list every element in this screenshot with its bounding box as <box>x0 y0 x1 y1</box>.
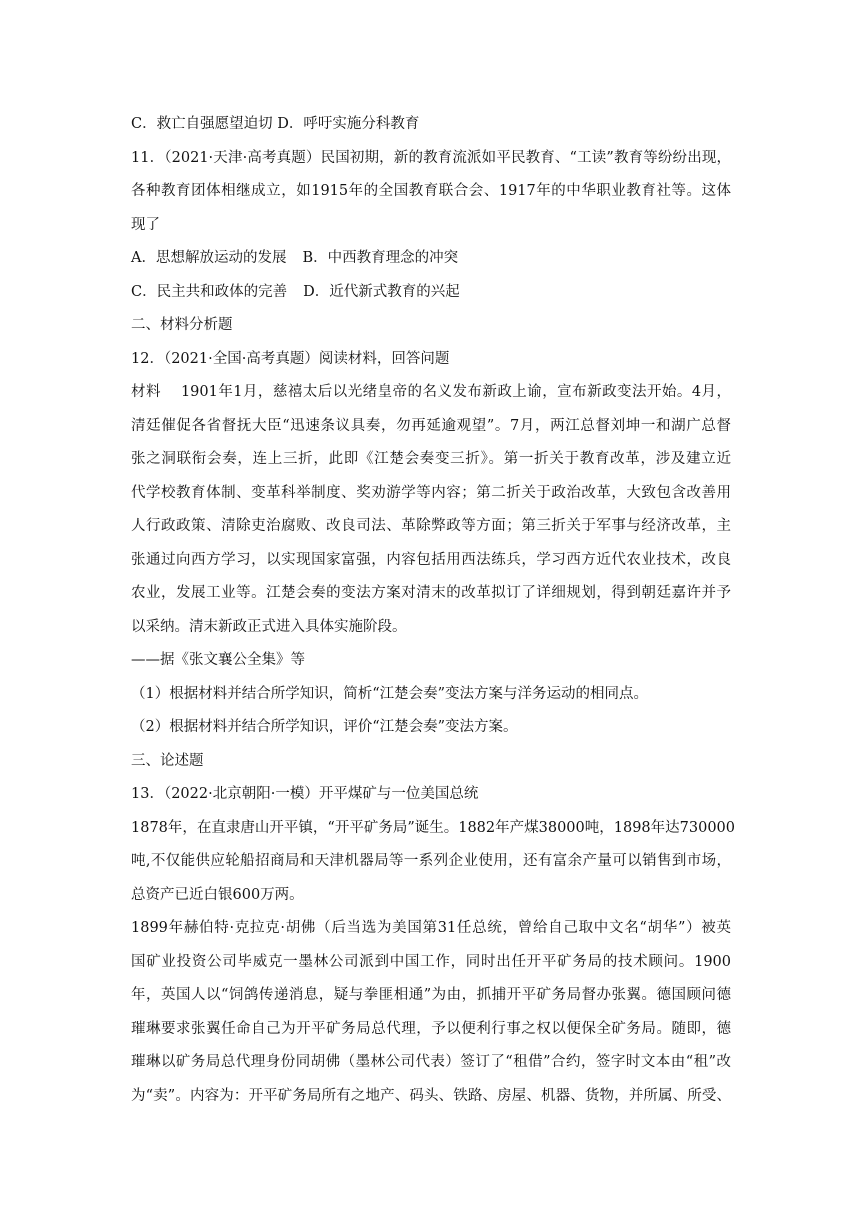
q12-material-line: 代学校教育体制、变革科举制度、奖劝游学等内容；第二折关于政治改革，大致包含改善用 <box>131 484 731 501</box>
q12-material-line: 人行政政策、清除吏治腐败、改良司法、革除弊政等方面；第三折关于军事与经济改革，主 <box>131 518 731 534</box>
q12-material-line: 张之洞联衔会奏，连上三折，此即《江楚会奏变三折》。第一折关于教育改革，涉及建立近 <box>131 451 731 467</box>
q11-option-b: B．中西教育理念的冲突 <box>302 250 459 266</box>
q13-para2-line: 1899年赫伯特·克拉克·胡佛（后当选为美国第31任总统，曾给自己取中文名“胡华”）被英 <box>131 920 731 936</box>
q11-stem-line: 各种教育团体相继成立，如1915年的全国教育联合会、1917年的中华职业教育社等。这体 <box>131 183 731 199</box>
question-12 <box>131 343 731 745</box>
q12-source: ——据《张文襄公全集》等 <box>131 652 305 668</box>
q12-subquestion-2: （2）根据材料并结合所学知识，评价“江楚会奏”变法方案。 <box>131 719 518 735</box>
q13-stem: 13．（2022·北京朝阳·一模）开平煤矿与一位美国总统 <box>131 786 479 802</box>
q12-material-line: 以采纳。清末新政正式进入具体实施阶段。 <box>131 618 407 635</box>
q12-material-line: 农业，发展工业等。江楚会奏的变法方案对清末的改革拟订了详细规划，得到朝廷嘉许并予 <box>131 585 731 601</box>
q11-option-c: C．民主共和政体的完善 <box>131 283 288 300</box>
q13-para2-line: 国矿业投资公司毕威克一墨林公司派到中国工作，同时出任开平矿务局的技术顾问。1900 <box>131 953 731 970</box>
q13-para1-line: 吨,不仅能供应轮船招商局和天津机器局等一系列企业使用，还有富余产量可以销售到市场， <box>131 853 731 869</box>
section-heading-material-analysis: 二、材料分析题 <box>131 317 233 333</box>
q12-subquestion-1: （1）根据材料并结合所学知识，简析“江楚会奏”变法方案与洋务运动的相同点。 <box>131 685 649 702</box>
q12-material-line: 张通过向西方学习，以实现国家富强，内容包括用西法练兵，学习西方近代农业技术，改良 <box>131 551 731 568</box>
q13-para2-line: 璀琳要求张翼任命自己为开平矿务局总代理，予以便利行事之权以便保全矿务局。随即，德 <box>131 1020 731 1037</box>
q12-material-line: 清廷催促各省督抚大臣“迅速条议具奏，勿再延逾观望”。7月，两江总督刘坤一和湖广总督 <box>131 417 731 434</box>
q11-option-d: D．近代新式教育的兴起 <box>303 283 460 300</box>
document-body <box>131 108 736 1113</box>
q13-para2-line: 年，英国人以“饲鸽传递消息，疑与拳匪相通”为由，抓捕开平矿务局督办张翼。德国顾问德 <box>131 987 731 1003</box>
question-13 <box>131 778 736 1113</box>
q13-para2-line: 为“卖”。内容为：开平矿务局所有之地产、码头、铁路、房屋、机器、货物，并所属、所受、 <box>131 1087 731 1104</box>
q13-para2-line: 璀琳以矿务局总代理身份同胡佛（墨林公司代表）签订了“租借”合约，签字时文本由“租”改 <box>131 1054 731 1070</box>
question-11 <box>131 142 731 310</box>
q11-options-ab <box>131 242 731 276</box>
q10-options-cd: C．救亡自强愿望迫切 D．呼吁实施分科教育 <box>131 116 420 132</box>
q11-options-cd <box>131 276 731 310</box>
q12-material-line: 材料 1901年1月，慈禧太后以光绪皇帝的名义发布新政上谕，宣布新政变法开始。4月， <box>131 384 731 400</box>
q11-option-a: A．思想解放运动的发展 <box>131 250 287 266</box>
q11-stem-line: 现了 <box>131 216 160 233</box>
section-heading-essay: 三、论述题 <box>131 752 204 769</box>
q13-para1-line: 1878年，在直隶唐山开平镇，“开平矿务局”诞生。1882年产煤38000吨，1898年达730000 <box>131 819 736 836</box>
q13-para1-line: 总资产已近白银600万两。 <box>131 886 304 903</box>
q11-stem-line: 11．（2021·天津·高考真题）民国初期，新的教育流派如平民教育、“工读”教育等纷纷出现， <box>131 149 731 166</box>
q12-stem: 12．（2021·全国·高考真题）阅读材料，回答问题 <box>131 350 450 367</box>
